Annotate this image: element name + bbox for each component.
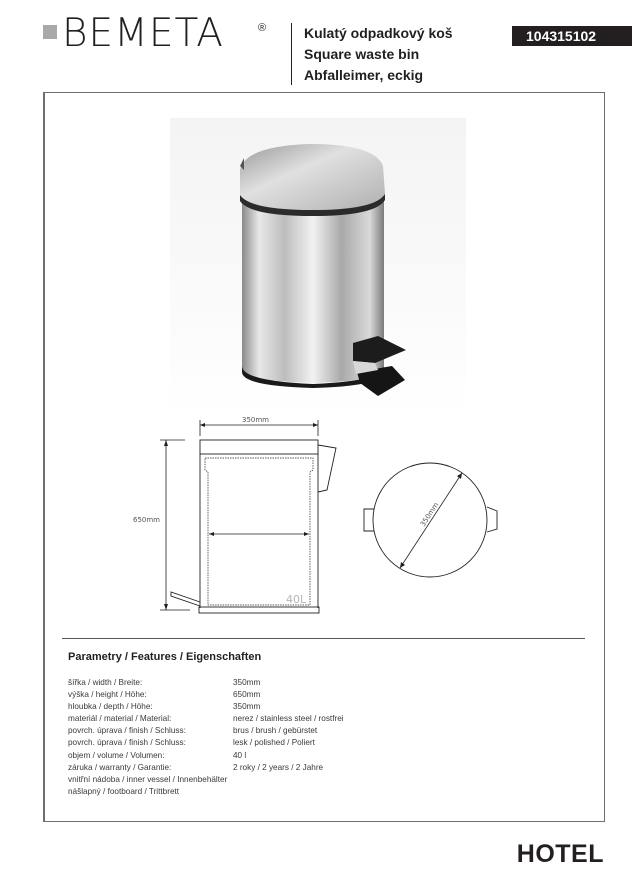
waste-bin-image <box>170 118 466 414</box>
registered-mark: ® <box>258 22 267 34</box>
feature-label: šířka / width / Breite: <box>68 678 143 687</box>
feature-row <box>68 737 548 749</box>
feature-value: 2 roky / 2 years / 2 Jahre <box>233 762 324 772</box>
feature-label: materiál / material / Material: <box>68 714 172 724</box>
feature-row <box>68 750 548 762</box>
product-code-badge: 104315102 <box>512 26 632 46</box>
feature-label: objem / volume / Volumen: <box>68 750 165 760</box>
feature-row <box>68 786 548 798</box>
feature-value: 40 l <box>233 750 247 760</box>
technical-drawing <box>130 410 520 625</box>
feature-label: záruka / warranty / Garantie: <box>68 762 172 772</box>
volume-label: 40L <box>286 593 307 606</box>
section-divider <box>62 638 585 639</box>
feature-label: výška / height / Höhe: <box>68 690 147 700</box>
feature-value: 650mm <box>233 690 261 700</box>
feature-label: povrch. úprava / finish / Schluss: <box>68 726 186 736</box>
features-title: Parametry / Features / Eigenschaften <box>68 651 262 663</box>
bin-top-view <box>364 463 497 577</box>
feature-row <box>68 689 548 701</box>
feature-row <box>68 774 548 786</box>
product-title-en: Square waste bin <box>304 46 420 62</box>
feature-value: lesk / polished / Poliert <box>233 738 315 748</box>
product-photo <box>170 118 466 414</box>
height-label: 650mm <box>133 516 160 524</box>
height-dimension <box>133 440 190 610</box>
logo-square <box>43 25 57 39</box>
feature-value: 350mm <box>233 678 261 687</box>
feature-row <box>68 677 548 689</box>
feature-value: nerez / stainless steel / rostfrei <box>233 714 344 724</box>
product-title-cz: Kulatý odpadkový koš <box>304 25 453 41</box>
feature-label: nášlapný / footboard / Trittbrett <box>68 786 180 796</box>
diameter-label: 350mm <box>418 501 441 529</box>
feature-value: brus / brush / gebürstet <box>233 726 318 736</box>
width-dimension <box>200 416 318 436</box>
header-divider <box>291 23 292 85</box>
product-title-de: Abfalleimer, eckig <box>304 67 424 83</box>
brand-logo: BEMETA <box>62 11 224 56</box>
feature-label: vnitřní nádoba / inner vessel / Innenbehälter <box>68 774 228 784</box>
feature-label: povrch. úprava / finish / Schluss: <box>68 738 186 748</box>
width-label: 350mm <box>242 416 269 424</box>
feature-row <box>68 725 548 737</box>
feature-label: hloubka / depth / Höhe: <box>68 702 153 712</box>
category-label: HOTEL <box>516 840 604 868</box>
feature-value: 350mm <box>233 702 261 712</box>
feature-row <box>68 713 548 725</box>
bin-side-view <box>171 440 336 613</box>
features-table <box>68 677 548 798</box>
feature-row <box>68 701 548 713</box>
feature-row <box>68 762 548 774</box>
